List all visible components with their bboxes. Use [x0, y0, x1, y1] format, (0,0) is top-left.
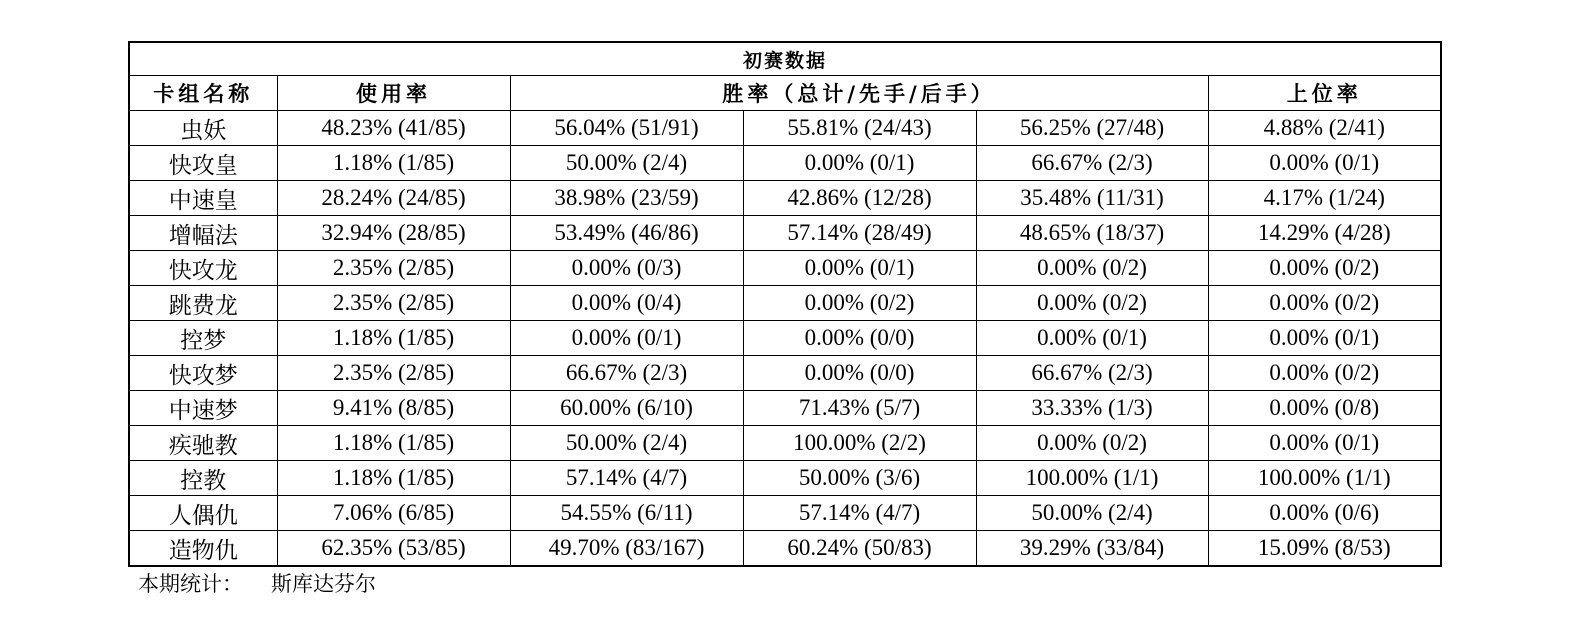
table-row [129, 531, 1441, 567]
cell-win-rate-total: 57.14% (4/7) [510, 461, 743, 496]
table-row [129, 181, 1441, 216]
table-body [129, 111, 1441, 567]
cell-win-rate-total: 54.55% (6/11) [510, 496, 743, 531]
cell-usage-rate: 1.18% (1/85) [277, 146, 510, 181]
cell-usage-rate: 32.94% (28/85) [277, 216, 510, 251]
cell-win-rate-total: 50.00% (2/4) [510, 146, 743, 181]
cell-win-rate-total: 56.04% (51/91) [510, 111, 743, 146]
cell-deck-name: 控梦 [129, 321, 277, 356]
cell-win-rate-total: 53.49% (46/86) [510, 216, 743, 251]
cell-win-rate-second: 66.67% (2/3) [976, 146, 1208, 181]
cell-win-rate-first: 60.24% (50/83) [743, 531, 976, 567]
footer-label: 本期统计： [138, 572, 243, 596]
cell-usage-rate: 2.35% (2/85) [277, 286, 510, 321]
footer-name: 斯库达芬尔 [271, 572, 376, 596]
cell-top-rate: 4.88% (2/41) [1208, 111, 1441, 146]
cell-deck-name: 中速梦 [129, 391, 277, 426]
header-win-rate: 胜率（总计/先手/后手） [510, 76, 1208, 111]
table-row [129, 391, 1441, 426]
cell-usage-rate: 1.18% (1/85) [277, 426, 510, 461]
table-row [129, 286, 1441, 321]
table-row [129, 426, 1441, 461]
header-usage-rate: 使用率 [277, 76, 510, 111]
cell-win-rate-second: 56.25% (27/48) [976, 111, 1208, 146]
table-row [129, 356, 1441, 391]
cell-win-rate-first: 42.86% (12/28) [743, 181, 976, 216]
table-row [129, 111, 1441, 146]
cell-win-rate-second: 66.67% (2/3) [976, 356, 1208, 391]
cell-win-rate-total: 0.00% (0/4) [510, 286, 743, 321]
header-top-rate: 上位率 [1208, 76, 1441, 111]
cell-win-rate-first: 0.00% (0/1) [743, 146, 976, 181]
cell-top-rate: 0.00% (0/6) [1208, 496, 1441, 531]
cell-usage-rate: 1.18% (1/85) [277, 321, 510, 356]
stats-table [128, 41, 1442, 567]
cell-top-rate: 0.00% (0/1) [1208, 426, 1441, 461]
cell-win-rate-total: 49.70% (83/167) [510, 531, 743, 567]
header-row [129, 76, 1441, 111]
cell-top-rate: 100.00% (1/1) [1208, 461, 1441, 496]
cell-win-rate-second: 48.65% (18/37) [976, 216, 1208, 251]
cell-win-rate-second: 35.48% (11/31) [976, 181, 1208, 216]
cell-win-rate-first: 57.14% (4/7) [743, 496, 976, 531]
table-row [129, 216, 1441, 251]
footer [138, 568, 376, 598]
cell-win-rate-first: 0.00% (0/2) [743, 286, 976, 321]
cell-usage-rate: 62.35% (53/85) [277, 531, 510, 567]
cell-top-rate: 15.09% (8/53) [1208, 531, 1441, 567]
cell-win-rate-first: 55.81% (24/43) [743, 111, 976, 146]
cell-top-rate: 0.00% (0/1) [1208, 321, 1441, 356]
cell-win-rate-second: 39.29% (33/84) [976, 531, 1208, 567]
cell-deck-name: 快攻皇 [129, 146, 277, 181]
cell-win-rate-first: 100.00% (2/2) [743, 426, 976, 461]
cell-usage-rate: 7.06% (6/85) [277, 496, 510, 531]
cell-win-rate-second: 0.00% (0/1) [976, 321, 1208, 356]
cell-win-rate-total: 0.00% (0/3) [510, 251, 743, 286]
table-row [129, 146, 1441, 181]
cell-win-rate-total: 38.98% (23/59) [510, 181, 743, 216]
table-row [129, 461, 1441, 496]
cell-top-rate: 4.17% (1/24) [1208, 181, 1441, 216]
cell-usage-rate: 28.24% (24/85) [277, 181, 510, 216]
cell-deck-name: 控教 [129, 461, 277, 496]
cell-top-rate: 0.00% (0/8) [1208, 391, 1441, 426]
cell-usage-rate: 2.35% (2/85) [277, 356, 510, 391]
cell-win-rate-second: 50.00% (2/4) [976, 496, 1208, 531]
table-row [129, 251, 1441, 286]
cell-win-rate-first: 0.00% (0/1) [743, 251, 976, 286]
cell-usage-rate: 2.35% (2/85) [277, 251, 510, 286]
cell-deck-name: 中速皇 [129, 181, 277, 216]
cell-usage-rate: 48.23% (41/85) [277, 111, 510, 146]
cell-deck-name: 跳费龙 [129, 286, 277, 321]
cell-win-rate-second: 0.00% (0/2) [976, 286, 1208, 321]
cell-top-rate: 0.00% (0/1) [1208, 146, 1441, 181]
cell-deck-name: 疾驰教 [129, 426, 277, 461]
cell-win-rate-first: 50.00% (3/6) [743, 461, 976, 496]
cell-win-rate-second: 0.00% (0/2) [976, 426, 1208, 461]
cell-win-rate-total: 50.00% (2/4) [510, 426, 743, 461]
cell-win-rate-total: 66.67% (2/3) [510, 356, 743, 391]
cell-top-rate: 0.00% (0/2) [1208, 356, 1441, 391]
cell-deck-name: 虫妖 [129, 111, 277, 146]
cell-deck-name: 快攻龙 [129, 251, 277, 286]
cell-usage-rate: 9.41% (8/85) [277, 391, 510, 426]
table-title: 初赛数据 [129, 42, 1441, 76]
table-row [129, 321, 1441, 356]
cell-deck-name: 人偶仇 [129, 496, 277, 531]
cell-win-rate-second: 0.00% (0/2) [976, 251, 1208, 286]
cell-win-rate-second: 100.00% (1/1) [976, 461, 1208, 496]
cell-top-rate: 0.00% (0/2) [1208, 251, 1441, 286]
cell-win-rate-second: 33.33% (1/3) [976, 391, 1208, 426]
cell-win-rate-first: 0.00% (0/0) [743, 356, 976, 391]
title-row [129, 42, 1441, 76]
cell-deck-name: 快攻梦 [129, 356, 277, 391]
cell-win-rate-first: 0.00% (0/0) [743, 321, 976, 356]
cell-win-rate-first: 71.43% (5/7) [743, 391, 976, 426]
cell-deck-name: 造物仇 [129, 531, 277, 567]
cell-usage-rate: 1.18% (1/85) [277, 461, 510, 496]
cell-win-rate-total: 60.00% (6/10) [510, 391, 743, 426]
cell-win-rate-total: 0.00% (0/1) [510, 321, 743, 356]
cell-win-rate-first: 57.14% (28/49) [743, 216, 976, 251]
cell-top-rate: 14.29% (4/28) [1208, 216, 1441, 251]
cell-top-rate: 0.00% (0/2) [1208, 286, 1441, 321]
table-row [129, 496, 1441, 531]
header-deck-name: 卡组名称 [129, 76, 277, 111]
cell-deck-name: 增幅法 [129, 216, 277, 251]
